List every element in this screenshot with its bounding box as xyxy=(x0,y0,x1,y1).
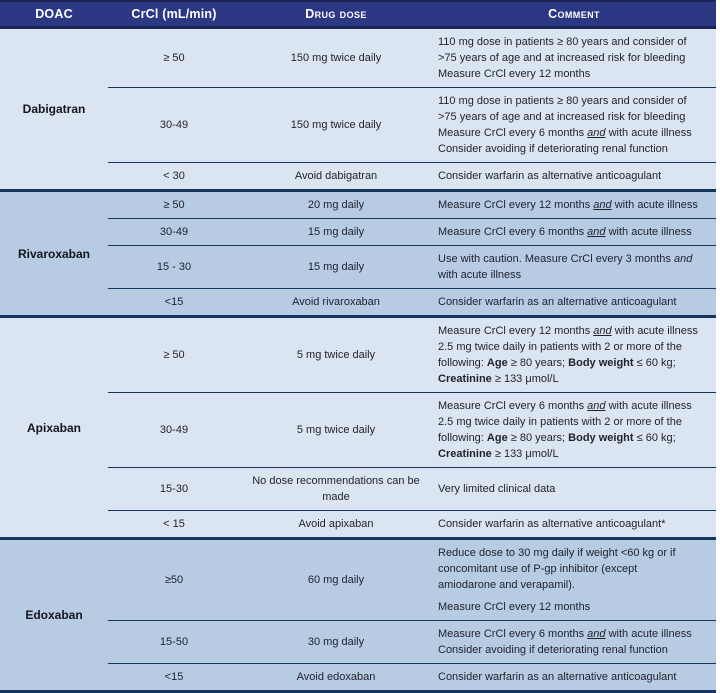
comment-line xyxy=(438,93,710,109)
crcl-cell: ≥ 50 xyxy=(108,317,240,393)
table-row-dabigatran-1 xyxy=(0,88,716,163)
comment-line xyxy=(438,371,710,387)
comment-cell xyxy=(432,317,716,393)
comment-line xyxy=(438,50,710,66)
dose-cell: 5 mg twice daily xyxy=(240,393,432,468)
comment-text-segment: and xyxy=(593,199,612,211)
comment-line xyxy=(438,516,710,532)
dose-cell: Avoid apixaban xyxy=(240,511,432,539)
comment-text-segment: and xyxy=(587,628,606,640)
crcl-cell: 30-49 xyxy=(108,88,240,163)
comment-text-segment: with acute illness xyxy=(605,628,692,640)
col-header-crcl-label: CrCl xyxy=(131,7,159,21)
dose-cell: 20 mg daily xyxy=(240,191,432,219)
comment-text-segment: ≥ 133 μmol/L xyxy=(491,448,559,460)
table-row-rivaroxaban-1 xyxy=(0,219,716,246)
comment-line xyxy=(438,577,710,593)
comment-text-segment: Creatinine xyxy=(438,373,492,385)
dose-cell: No dose recommendations can be made xyxy=(240,468,432,511)
comment-cell xyxy=(432,219,716,246)
dose-cell: 30 mg daily xyxy=(240,621,432,664)
comment-line xyxy=(438,224,710,240)
table-row-edoxaban-0 xyxy=(0,539,716,621)
table-row-dabigatran-2 xyxy=(0,163,716,191)
comment-text-segment: and xyxy=(593,325,612,337)
comment-text-segment: Very limited clinical data xyxy=(438,483,556,495)
comment-text-segment: Age xyxy=(486,432,508,444)
comment-text-segment: and xyxy=(587,226,606,238)
table-row-apixaban-2 xyxy=(0,468,716,511)
comment-line xyxy=(438,34,710,50)
table-row-rivaroxaban-3 xyxy=(0,289,716,317)
crcl-cell: < 15 xyxy=(108,511,240,539)
table-row-rivaroxaban-0 xyxy=(0,191,716,219)
table-row-apixaban-3 xyxy=(0,511,716,539)
comment-line xyxy=(438,398,710,414)
comment-text-segment: Measure CrCl every 12 months xyxy=(438,325,594,337)
comment-line xyxy=(438,414,710,430)
comment-cell xyxy=(432,539,716,621)
comment-line xyxy=(438,197,710,213)
comment-line xyxy=(438,481,710,497)
dose-cell: 150 mg twice daily xyxy=(240,88,432,163)
comment-text-segment: Consider avoiding if deteriorating renal function xyxy=(438,644,668,656)
comment-text-segment: Consider warfarin as an alternative anticoagulant xyxy=(438,296,677,308)
comment-text-segment: ≤ 60 kg; xyxy=(633,357,676,369)
crcl-cell: 15 - 30 xyxy=(108,246,240,289)
col-header-comment xyxy=(432,1,716,28)
comment-line xyxy=(438,446,710,462)
comment-line xyxy=(438,642,710,658)
dose-cell: 60 mg daily xyxy=(240,539,432,621)
col-header-doac-label: DOAC xyxy=(35,7,73,21)
crcl-cell: 30-49 xyxy=(108,219,240,246)
crcl-cell: ≥ 50 xyxy=(108,28,240,88)
comment-cell xyxy=(432,664,716,692)
comment-line xyxy=(438,545,710,561)
comment-line xyxy=(438,561,710,577)
comment-text-segment: with acute illness xyxy=(605,226,692,238)
table-row-apixaban-0 xyxy=(0,317,716,393)
crcl-cell: ≥ 50 xyxy=(108,191,240,219)
comment-text-segment: ≥ 80 years; xyxy=(507,357,569,369)
comment-text-segment: Measure CrCl every 12 months xyxy=(438,68,591,80)
comment-text-segment: >75 years of age and at increased risk for bleeding xyxy=(438,111,686,123)
comment-line xyxy=(438,430,710,446)
comment-line xyxy=(438,323,710,339)
comment-text-segment: Measure CrCl every 6 months xyxy=(438,628,588,640)
comment-text-segment: Creatinine xyxy=(438,448,492,460)
comment-line xyxy=(438,599,710,615)
col-header-crcl-unit: (mL/min) xyxy=(158,7,217,21)
comment-text-segment: Reduce dose to 30 mg daily if weight <60 kg or if xyxy=(438,547,676,559)
doac-cell-rivaroxaban: Rivaroxaban xyxy=(0,191,108,317)
comment-cell xyxy=(432,511,716,539)
comment-text-segment: 2.5 mg twice daily in patients with 2 or more of the xyxy=(438,416,682,428)
comment-line xyxy=(438,267,710,283)
crcl-cell: <15 xyxy=(108,664,240,692)
comment-cell xyxy=(432,163,716,191)
comment-text-segment: Measure CrCl every 6 months xyxy=(438,127,588,139)
comment-text-segment: ≥ 80 years; xyxy=(507,432,569,444)
doac-cell-apixaban: Apixaban xyxy=(0,317,108,539)
table-body xyxy=(0,28,716,692)
comment-line xyxy=(438,669,710,685)
comment-line xyxy=(438,125,710,141)
comment-line xyxy=(438,109,710,125)
comment-text-segment: following: xyxy=(438,357,487,369)
dose-cell: Avoid rivaroxaban xyxy=(240,289,432,317)
comment-text-segment: ≥ 133 μmol/L xyxy=(491,373,559,385)
crcl-cell: 30-49 xyxy=(108,393,240,468)
comment-line xyxy=(438,168,710,184)
col-header-dose xyxy=(240,1,432,28)
comment-line xyxy=(438,626,710,642)
comment-text-segment: 110 mg dose in patients ≥ 80 years and consider of xyxy=(438,95,687,107)
comment-text-segment: and xyxy=(587,127,606,139)
crcl-cell: 15-50 xyxy=(108,621,240,664)
comment-text-segment: 2.5 mg twice daily in patients with 2 or more of the xyxy=(438,341,682,353)
comment-text-segment: with acute illness xyxy=(611,199,698,211)
crcl-cell: <15 xyxy=(108,289,240,317)
dose-cell: Avoid dabigatran xyxy=(240,163,432,191)
col-header-crcl xyxy=(108,1,240,28)
table-row-edoxaban-1 xyxy=(0,621,716,664)
comment-text-segment: Consider avoiding if deteriorating renal function xyxy=(438,143,668,155)
comment-text-segment: and xyxy=(673,253,693,265)
doac-cell-edoxaban: Edoxaban xyxy=(0,539,108,692)
comment-line xyxy=(438,294,710,310)
comment-text-segment: amiodarone and verapamil). xyxy=(438,579,575,591)
comment-text-segment: Consider warfarin as alternative anticoagulant* xyxy=(438,518,666,530)
comment-text-segment: following: xyxy=(438,432,487,444)
dose-cell: Avoid edoxaban xyxy=(240,664,432,692)
comment-text-segment: Measure CrCl every 6 months xyxy=(438,226,588,238)
dose-cell: 15 mg daily xyxy=(240,219,432,246)
comment-text-segment: and xyxy=(587,400,606,412)
comment-text-segment: concomitant use of P-gp inhibitor (except xyxy=(438,563,638,575)
comment-text-segment: Body weight xyxy=(568,432,634,444)
comment-text-segment: 110 mg dose in patients ≥ 80 years and consider of xyxy=(438,36,687,48)
doac-cell-dabigatran: Dabigatran xyxy=(0,28,108,191)
comment-text-segment: Measure CrCl every 6 months xyxy=(438,400,588,412)
comment-cell xyxy=(432,289,716,317)
table-header-row xyxy=(0,1,716,28)
comment-cell xyxy=(432,88,716,163)
comment-text-segment: with acute illness xyxy=(605,127,692,139)
comment-cell xyxy=(432,191,716,219)
comment-text-segment: with acute illness xyxy=(605,400,692,412)
col-header-comment-label: Comment xyxy=(548,7,600,21)
comment-line xyxy=(438,355,710,371)
dose-cell: 5 mg twice daily xyxy=(240,317,432,393)
comment-line xyxy=(438,339,710,355)
comment-text-segment: with acute illness xyxy=(611,325,698,337)
comment-line xyxy=(438,251,710,267)
table-row-rivaroxaban-2 xyxy=(0,246,716,289)
comment-cell xyxy=(432,246,716,289)
crcl-cell: < 30 xyxy=(108,163,240,191)
table-row-dabigatran-0 xyxy=(0,28,716,88)
comment-cell xyxy=(432,621,716,664)
comment-text-segment: Consider warfarin as an alternative anticoagulant xyxy=(438,671,677,683)
comment-text-segment: Measure CrCl every 12 months xyxy=(438,601,591,613)
comment-text-segment: >75 years of age and at increased risk for bleeding xyxy=(438,52,686,64)
dose-cell: 150 mg twice daily xyxy=(240,28,432,88)
col-header-dose-label: Drug dose xyxy=(305,7,367,21)
comment-text-segment: Body weight xyxy=(568,357,634,369)
comment-text-segment: Age xyxy=(486,357,508,369)
comment-cell xyxy=(432,28,716,88)
comment-cell xyxy=(432,393,716,468)
crcl-cell: ≥50 xyxy=(108,539,240,621)
comment-text-segment: Use with caution. Measure CrCl every 3 months xyxy=(438,253,674,265)
comment-text-segment: with acute illness xyxy=(438,269,522,281)
comment-line xyxy=(438,141,710,157)
col-header-doac xyxy=(0,1,108,28)
dose-cell: 15 mg daily xyxy=(240,246,432,289)
table-row-edoxaban-2 xyxy=(0,664,716,692)
comment-cell xyxy=(432,468,716,511)
comment-line xyxy=(438,66,710,82)
crcl-cell: 15-30 xyxy=(108,468,240,511)
comment-text-segment: ≤ 60 kg; xyxy=(633,432,676,444)
table-row-apixaban-1 xyxy=(0,393,716,468)
comment-text-segment: Consider warfarin as alternative anticoagulant xyxy=(438,170,662,182)
comment-text-segment: Measure CrCl every 12 months xyxy=(438,199,594,211)
